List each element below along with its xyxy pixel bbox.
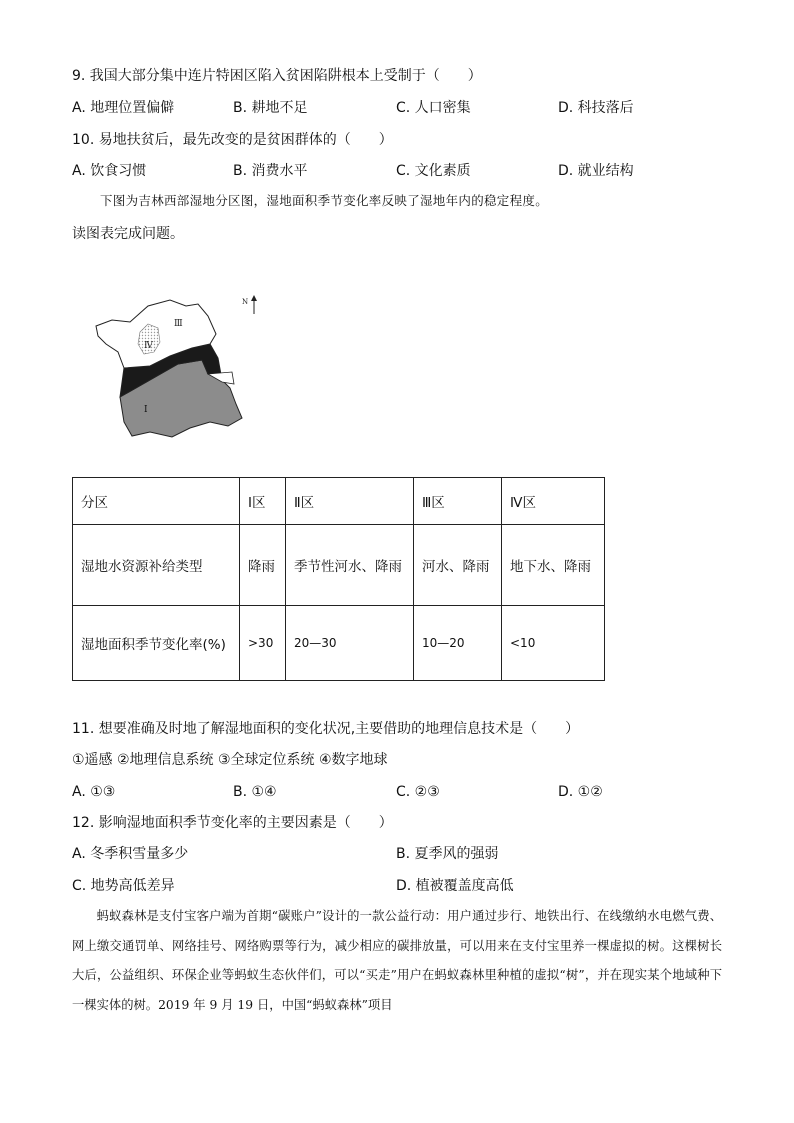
q10-option-d: D. 就业结构 xyxy=(558,163,634,179)
q12-option-d: D. 植被覆盖度高低 xyxy=(396,878,514,894)
table-header-cell: Ⅰ区 xyxy=(240,478,286,525)
q12-option-b: B. 夏季风的强弱 xyxy=(396,846,499,862)
table-cell: 河水、降雨 xyxy=(414,525,502,606)
wetland-table xyxy=(72,477,605,681)
q9-stem: 9. 我国大部分集中连片特困区陷入贫困陷阱根本上受制于（ ） xyxy=(72,68,482,84)
q12-option-a: A. 冬季积雪量多少 xyxy=(72,846,189,862)
q9-option-d: D. 科技落后 xyxy=(558,100,634,116)
q10-stem: 10. 易地扶贫后，最先改变的是贫困群体的（ ） xyxy=(72,132,393,148)
table-cell: 降雨 xyxy=(240,525,286,606)
table-header-cell: Ⅱ区 xyxy=(286,478,414,525)
q10-option-a: A. 饮食习惯 xyxy=(72,163,147,179)
table-row xyxy=(73,525,605,606)
north-arrowhead-icon xyxy=(251,295,257,301)
map-intro: 下图为吉林西部湿地分区图，湿地面积季节变化率反映了湿地年内的稳定程度。 xyxy=(100,193,549,208)
q9-option-c: C. 人口密集 xyxy=(396,100,471,116)
q12-option-c: C. 地势高低差异 xyxy=(72,878,175,894)
label-zone-1: Ⅰ xyxy=(144,405,148,415)
q12-stem: 12. 影响湿地面积季节变化率的主要因素是（ ） xyxy=(72,815,393,831)
ant-forest-passage: 蚂蚁森林是支付宝客户端为首期“碳账户”设计的一款公益行动：用户通过步行、地铁出行、在线缴纳水电燃气费、网上缴交通罚单、网络挂号、网络购票等行为，减少相应的碳排放量，可以用来在支付宝里养一棵虚拟的树。这棵树长大后，公益组织、环保企业等蚂蚁生态伙伴们，可以“买走”用户在蚂蚁森林里种植的虚拟“树”，并在现实某个地域种下一棵实体的树。2019 年 9 月 19 日，中国“蚂蚁森林”项目 xyxy=(72,909,722,1012)
table-cell: >30 xyxy=(240,606,286,681)
q11-option-b: B. ①④ xyxy=(233,784,277,800)
q11-option-d: D. ①② xyxy=(558,784,603,800)
q11-stem: 11. 想要准确及时地了解湿地面积的变化状况,主要借助的地理信息技术是（ ） xyxy=(72,721,580,737)
table-cell: 湿地面积季节变化率(%) xyxy=(73,606,240,681)
q9-option-b: B. 耕地不足 xyxy=(233,100,308,116)
north-label: N xyxy=(242,298,249,306)
table-cell: 湿地水资源补给类型 xyxy=(73,525,240,606)
q10-option-c: C. 文化素质 xyxy=(396,163,471,179)
wetland-zone-map xyxy=(90,292,310,442)
table-row xyxy=(73,606,605,681)
q11-option-a: A. ①③ xyxy=(72,784,116,800)
table-header-row xyxy=(73,478,605,525)
table-cell: <10 xyxy=(502,606,605,681)
table-header-cell: 分区 xyxy=(73,478,240,525)
label-zone-3: Ⅲ xyxy=(174,319,183,329)
table-header-cell: Ⅲ区 xyxy=(414,478,502,525)
q10-option-b: B. 消费水平 xyxy=(233,163,308,179)
q11-items: ①遥感 ②地理信息系统 ③全球定位系统 ④数字地球 xyxy=(72,752,388,768)
table-cell: 地下水、降雨 xyxy=(502,525,605,606)
label-zone-4: Ⅳ xyxy=(144,341,153,351)
table-cell: 10—20 xyxy=(414,606,502,681)
q9-option-a: A. 地理位置偏僻 xyxy=(72,100,175,116)
table-header-cell: Ⅳ区 xyxy=(502,478,605,525)
q11-option-c: C. ②③ xyxy=(396,784,440,800)
instruction: 读图表完成问题。 xyxy=(72,226,184,242)
table-cell: 20—30 xyxy=(286,606,414,681)
table-cell: 季节性河水、降雨 xyxy=(286,525,414,606)
